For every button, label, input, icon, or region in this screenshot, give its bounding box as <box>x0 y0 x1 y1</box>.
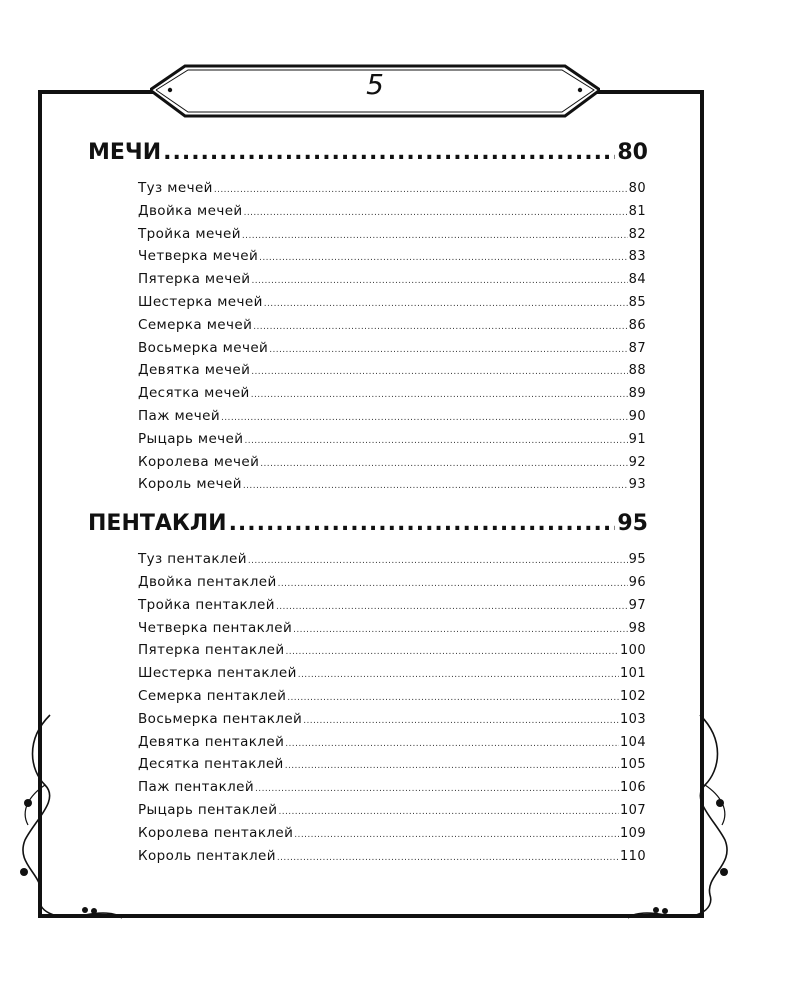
toc-entry[interactable] <box>138 180 646 203</box>
entry-title: Тройка пентаклей <box>138 596 275 613</box>
entry-list <box>138 551 646 870</box>
entry-page: 87 <box>628 340 646 356</box>
dot-leader <box>287 693 619 703</box>
entry-title: Рыцарь мечей <box>138 430 244 447</box>
dot-leader <box>244 208 628 218</box>
entry-page: 97 <box>628 597 646 613</box>
section-page: 95 <box>617 511 648 537</box>
entry-title: Семерка пентаклей <box>138 687 287 704</box>
entry-title: Пятерка мечей <box>138 271 251 288</box>
toc-entry[interactable] <box>138 385 646 408</box>
entry-title: Девятка мечей <box>138 362 251 379</box>
dot-leader <box>248 556 628 566</box>
toc-entry[interactable] <box>138 688 646 711</box>
dot-leader <box>278 579 628 589</box>
toc-section-pentacles <box>88 511 648 870</box>
entry-title: Королева мечей <box>138 453 260 470</box>
toc-entry[interactable] <box>138 848 646 871</box>
toc-entry[interactable] <box>138 408 646 431</box>
entry-page: 91 <box>628 431 646 447</box>
entry-title: Королева пентаклей <box>138 824 294 841</box>
entry-page: 93 <box>628 477 646 493</box>
dot-leader <box>214 185 628 195</box>
toc-entry[interactable] <box>138 362 646 385</box>
dot-leader <box>264 299 628 309</box>
dot-leader <box>285 739 619 749</box>
toc-entry[interactable] <box>138 271 646 294</box>
entry-title: Король мечей <box>138 476 242 493</box>
toc-entry[interactable] <box>138 248 646 271</box>
page-number: 5 <box>366 68 384 101</box>
entry-page: 105 <box>619 757 646 773</box>
dot-leader <box>243 481 628 491</box>
entry-title: Четверка мечей <box>138 248 259 265</box>
section-page: 80 <box>617 140 648 165</box>
dot-leader <box>251 367 627 377</box>
entry-page: 98 <box>628 620 646 636</box>
dot-leader <box>286 647 619 657</box>
dot-leader <box>298 670 619 680</box>
toc-entry[interactable] <box>138 734 646 757</box>
entry-page: 95 <box>628 552 646 568</box>
section-heading[interactable] <box>88 511 648 545</box>
entry-title: Король пентаклей <box>138 847 276 864</box>
toc-entry[interactable] <box>138 226 646 249</box>
dot-leader <box>221 413 628 423</box>
entry-page: 80 <box>628 181 646 196</box>
entry-title: Восьмерка пентаклей <box>138 710 303 727</box>
dot-leader <box>277 853 619 863</box>
toc-entry[interactable] <box>138 431 646 454</box>
entry-title: Туз мечей <box>138 180 213 196</box>
entry-page: 101 <box>619 666 646 682</box>
entry-page: 102 <box>619 688 646 704</box>
entry-title: Паж пентаклей <box>138 779 255 796</box>
section-heading[interactable] <box>88 140 648 174</box>
entry-title: Шестерка пентаклей <box>138 665 297 682</box>
entry-title: Четверка пентаклей <box>138 619 293 636</box>
entry-page: 109 <box>619 825 646 841</box>
entry-page: 86 <box>628 317 646 333</box>
entry-title: Двойка пентаклей <box>138 573 277 590</box>
entry-title: Тройка мечей <box>138 225 241 242</box>
entry-title: Туз пентаклей <box>138 551 247 568</box>
toc-entry[interactable] <box>138 756 646 779</box>
entry-page: 103 <box>619 711 646 727</box>
dot-leader <box>251 390 628 400</box>
toc-entry[interactable] <box>138 574 646 597</box>
dot-leader <box>163 140 615 165</box>
entry-page: 90 <box>628 408 646 424</box>
dot-leader <box>285 761 619 771</box>
entry-page: 92 <box>628 454 646 470</box>
entry-list <box>138 180 646 499</box>
dot-leader <box>251 276 627 286</box>
entry-page: 84 <box>628 272 646 288</box>
entry-title: Семерка мечей <box>138 316 253 333</box>
entry-title: Рыцарь пентаклей <box>138 801 278 818</box>
toc-entry[interactable] <box>138 454 646 477</box>
toc-entry[interactable] <box>138 317 646 340</box>
entry-page: 82 <box>628 226 646 242</box>
toc-entry[interactable] <box>138 294 646 317</box>
entry-page: 89 <box>628 386 646 402</box>
entry-page: 83 <box>628 249 646 265</box>
entry-title: Пятерка пентаклей <box>138 642 285 659</box>
toc-entry[interactable] <box>138 665 646 688</box>
entry-page: 81 <box>628 203 646 219</box>
entry-page: 104 <box>619 734 646 750</box>
toc-entry[interactable] <box>138 620 646 643</box>
dot-leader <box>255 784 619 794</box>
entry-title: Десятка мечей <box>138 385 250 402</box>
section-title: МЕЧИ <box>88 140 162 165</box>
dot-leader <box>259 253 628 263</box>
entry-page: 110 <box>619 848 646 864</box>
dot-leader <box>294 830 619 840</box>
dot-leader <box>293 625 628 635</box>
dot-leader <box>260 459 627 469</box>
entry-title: Десятка пентаклей <box>138 756 284 773</box>
dot-leader <box>303 716 619 726</box>
dot-leader <box>242 231 628 241</box>
entry-title: Восьмерка мечей <box>138 339 269 356</box>
entry-page: 107 <box>619 802 646 818</box>
dot-leader <box>276 602 628 612</box>
toc-entry[interactable] <box>138 476 646 499</box>
entry-page: 88 <box>628 363 646 379</box>
entry-page: 100 <box>619 643 646 659</box>
toc-entry[interactable] <box>138 711 646 734</box>
toc-section-swords <box>88 140 648 499</box>
entry-page: 106 <box>619 780 646 796</box>
toc-entry[interactable] <box>138 551 646 574</box>
dot-leader <box>278 807 619 817</box>
dot-leader <box>229 511 616 536</box>
dot-leader <box>269 345 627 355</box>
entry-title: Шестерка мечей <box>138 293 263 310</box>
dot-leader <box>253 322 627 332</box>
entry-title: Двойка мечей <box>138 202 243 219</box>
entry-title: Паж мечей <box>138 407 221 424</box>
toc-entry[interactable] <box>138 597 646 620</box>
toc-entry[interactable] <box>138 779 646 802</box>
toc-entry[interactable] <box>138 642 646 665</box>
toc-entry[interactable] <box>138 825 646 848</box>
toc-entry[interactable] <box>138 802 646 825</box>
toc-entry[interactable] <box>138 340 646 363</box>
entry-title: Девятка пентаклей <box>138 733 285 750</box>
entry-page: 85 <box>628 294 646 310</box>
section-title: ПЕНТАКЛИ <box>88 511 227 537</box>
toc-entry[interactable] <box>138 203 646 226</box>
table-of-contents <box>88 140 648 882</box>
dot-leader <box>244 436 627 446</box>
entry-page: 96 <box>628 574 646 590</box>
